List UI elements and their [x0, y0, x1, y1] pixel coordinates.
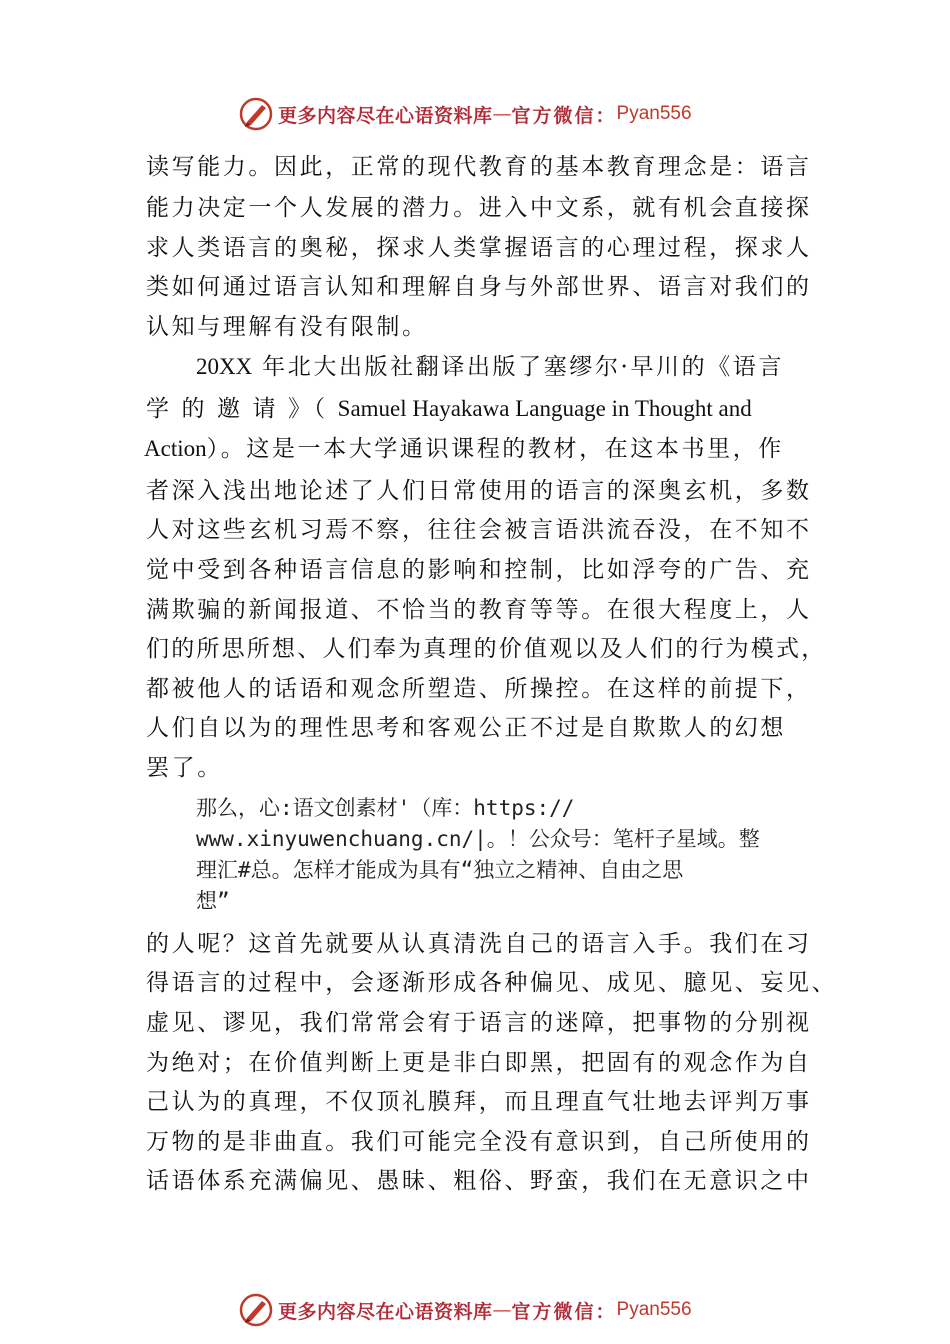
promo-line: 想” [196, 889, 230, 913]
footer-dash: — [492, 1299, 512, 1321]
text-line: 能力决定一个人发展的潜力。进入中文系，就有机会直接探 [146, 195, 812, 221]
text-line: 虚见、谬见，我们常常会宥于语言的迷障，把事物的分别视 [146, 1010, 812, 1036]
text-line: 都被他人的话语和观念所塑造、所操控。在这样的前提下， [146, 676, 812, 702]
pen-logo-icon [238, 1292, 274, 1328]
footer-wechat-id: Pyan556 [616, 1299, 692, 1320]
text-line: 们的所思所想、人们奉为真理的价值观以及人们的行为模式， [146, 636, 827, 662]
promo-line: www.xinyuwenchuang.cn/|。！公众号：笔杆子星域。整 [196, 827, 760, 851]
text-line: 求人类语言的奥秘，探求人类掌握语言的心理过程，探求人 [146, 235, 812, 261]
year-text: 20XX [196, 354, 253, 379]
text-line: 认知与理解有没有限制。 [146, 314, 428, 340]
text-line: 读写能力。因此，正常的现代教育的基本教育理念是：语言 [146, 154, 812, 180]
text-line [146, 394, 752, 424]
pen-logo-icon [238, 96, 274, 132]
footer-brand: 更多内容尽在心语资料库 [278, 1300, 493, 1323]
header-dash: — [492, 103, 512, 125]
line-text: 年北大出版社翻译出版了塞缪尔·早川的《语言 [252, 354, 785, 380]
text-line: 万物的是非曲直。我们可能完全没有意识到，自己所使用的 [146, 1129, 812, 1155]
text-line: 罢了。 [146, 755, 223, 781]
text-line: 人们自以为的理性思考和客观公正不过是自欺欺人的幻想 [146, 715, 786, 741]
text-line [196, 352, 784, 382]
promo-line: 那么，心:语文创素材'（库：https:// [196, 796, 575, 820]
text-line: 得语言的过程中，会逐渐形成各种偏见、成见、臆见、妄见、 [146, 970, 838, 996]
text-line: 觉中受到各种语言信息的影响和控制，比如浮夸的广告、充 [146, 557, 812, 583]
header-official-label: 官方微信： [511, 104, 617, 127]
text-line: 己认为的真理，不仅顶礼膜拜，而且理直气壮地去评判万事 [146, 1089, 812, 1115]
text-line [144, 434, 784, 464]
text-line: 类如何通过语言认知和理解自身与外部世界、语言对我们的 [146, 274, 812, 300]
promo-line: 理汇#总。怎样才能成为具有“独立之精神、自由之思 [196, 858, 684, 882]
text-line: 者深入浅出地论述了人们日常使用的语言的深奥玄机，多数 [146, 478, 812, 504]
footer-official-label: 官方微信： [511, 1300, 617, 1323]
header-banner [238, 96, 758, 132]
text-line: 人对这些玄机习焉不察，往往会被言语洪流吞没，在不知不 [146, 517, 812, 543]
line-text: 学 的 邀 请 》（ [146, 396, 338, 422]
header-wechat-id: Pyan556 [616, 103, 692, 124]
book-title-en-cont: Action [144, 436, 207, 461]
text-line: 满欺骗的新闻报道、不恰当的教育等等。在很大程度上，人 [146, 597, 812, 623]
text-line: 为绝对；在价值判断上更是非白即黑，把固有的观念作为自 [146, 1050, 812, 1076]
book-title-en: Samuel Hayakawa Language in Thought and [337, 396, 752, 421]
footer-banner [238, 1292, 758, 1328]
text-line: 话语体系充满偏见、愚昧、粗俗、野蛮，我们在无意识之中 [146, 1168, 812, 1194]
header-brand: 更多内容尽在心语资料库 [278, 104, 493, 127]
line-text: ）。这是一本大学通识课程的教材，在这本书里，作 [206, 436, 784, 462]
text-line: 的人呢？这首先就要从认真清洗自己的语言入手。我们在习 [146, 931, 812, 957]
